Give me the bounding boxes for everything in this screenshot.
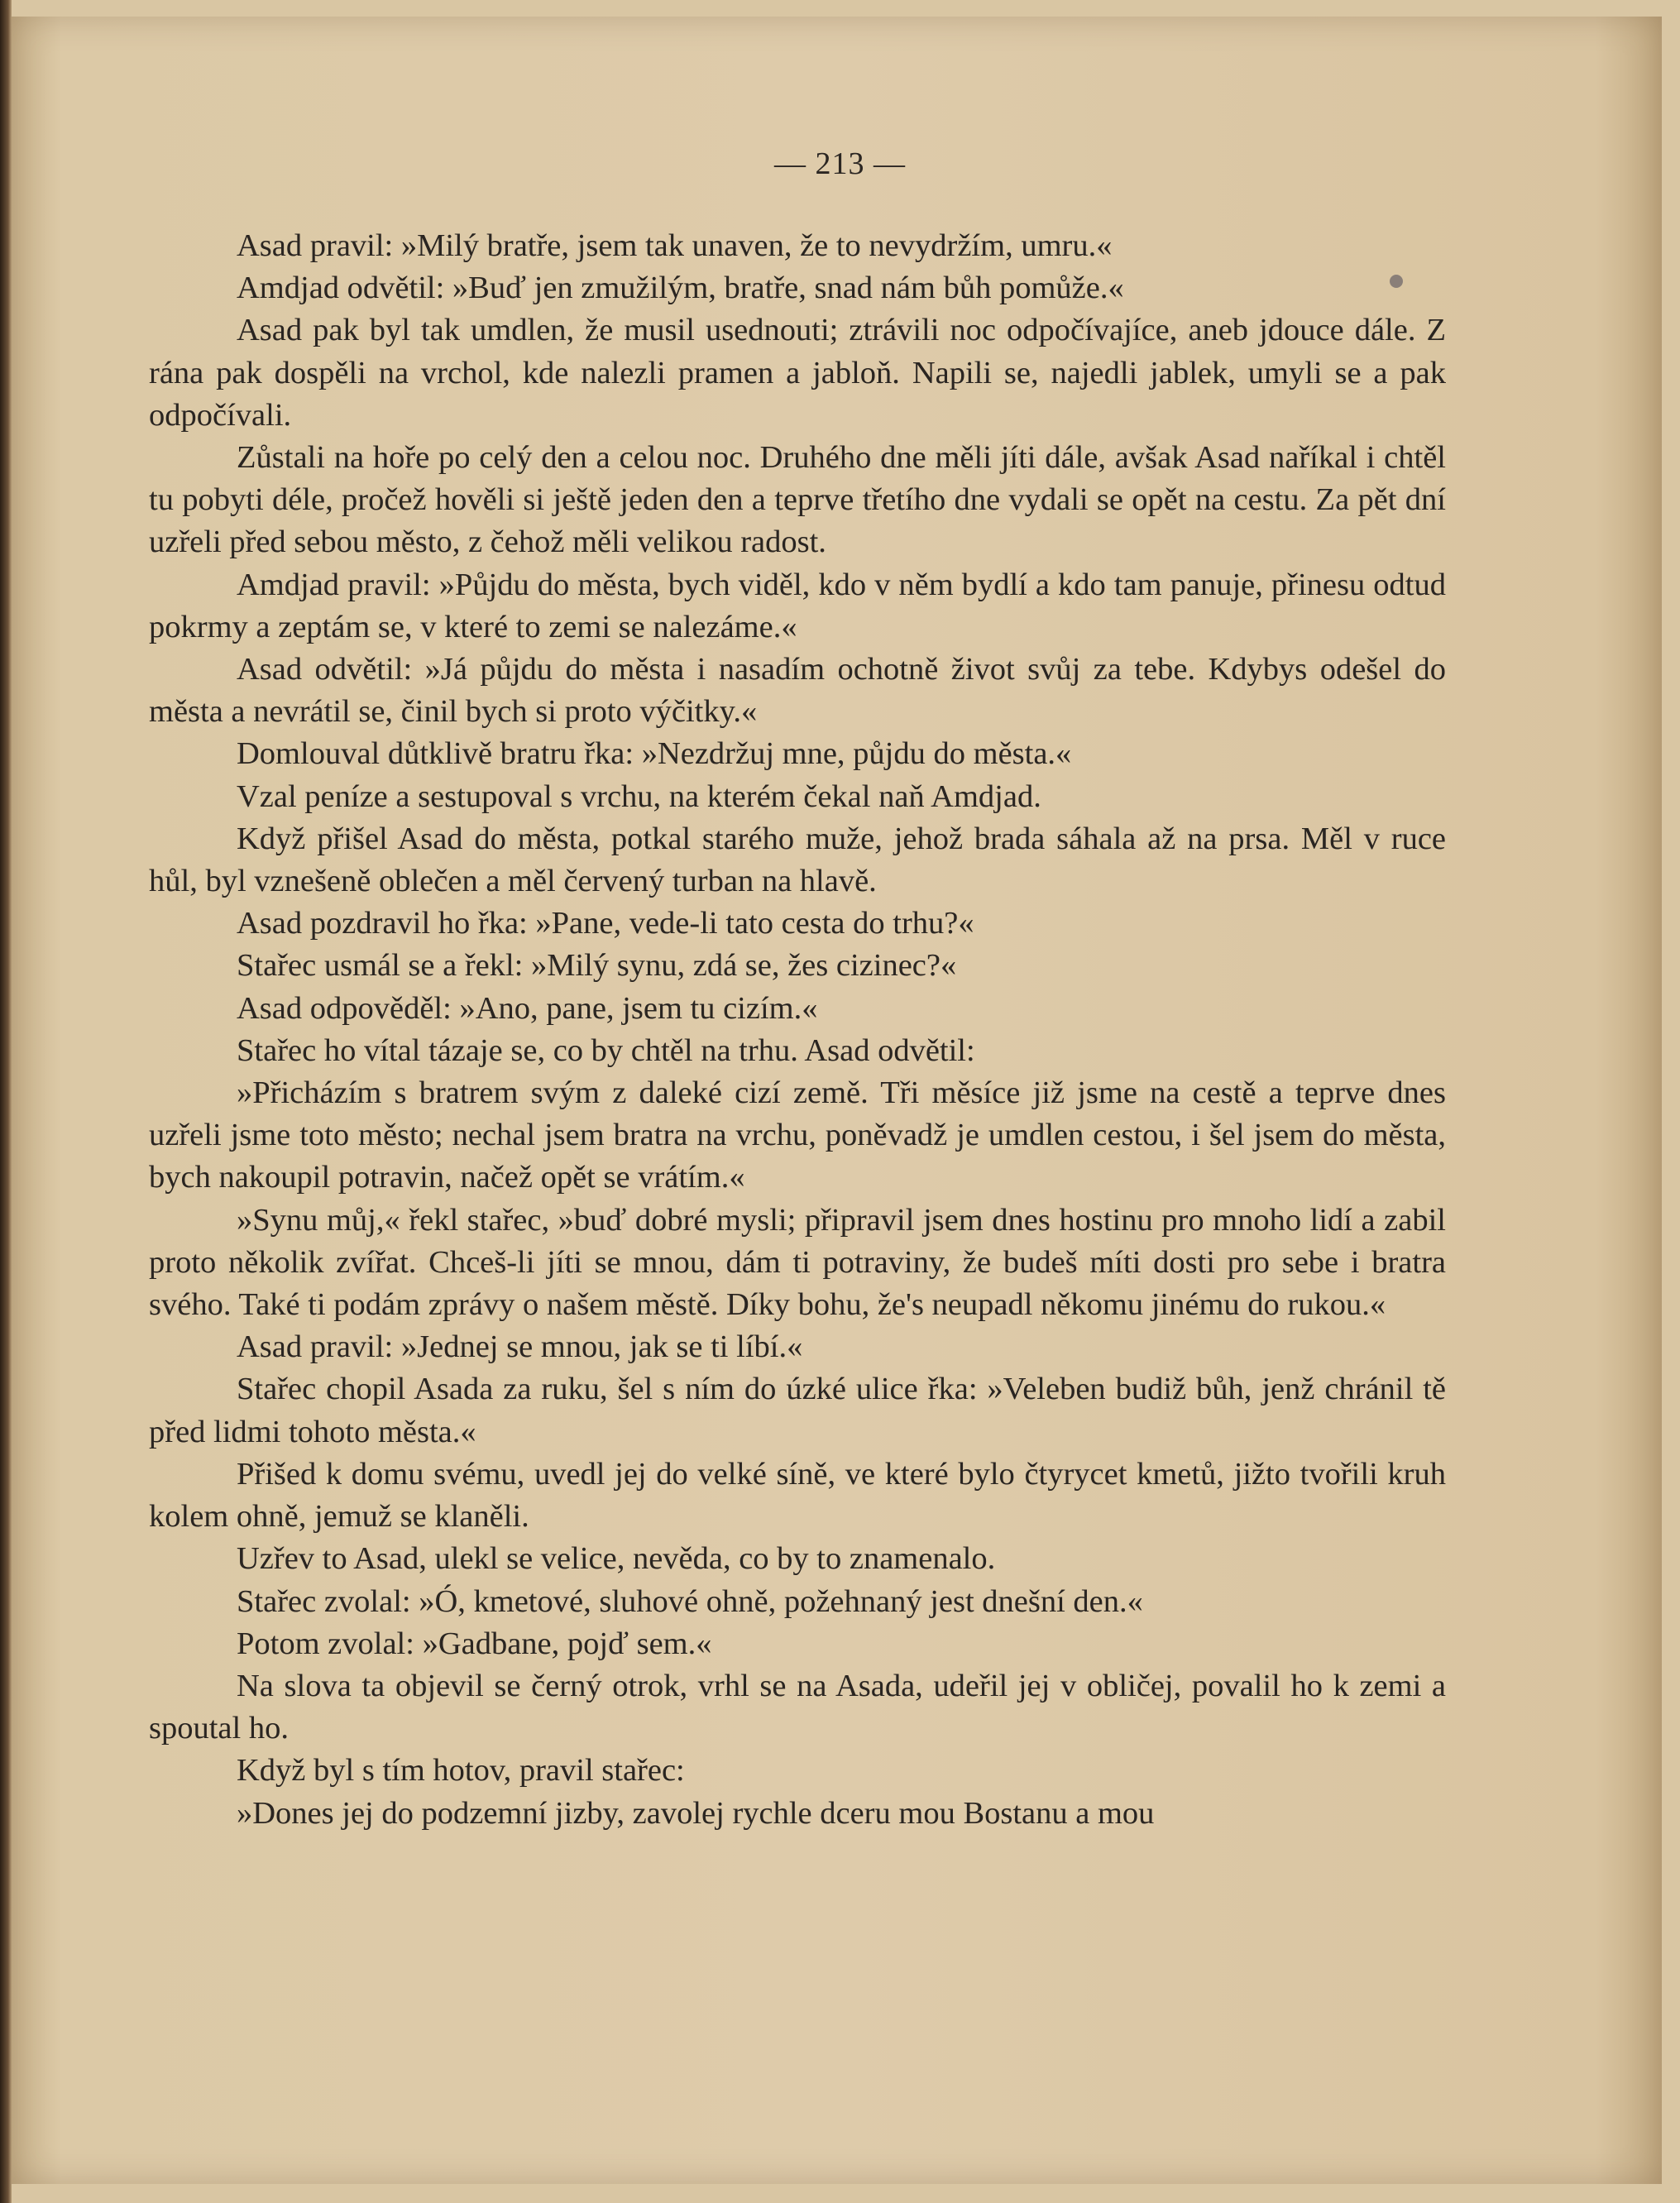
page-number: — 213 — xyxy=(774,146,906,181)
paragraph: »Synu můj,« řekl stařec, »buď dobré mysli; připravil jsem dnes hostinu pro mnoho lidí a zabil proto několik zvířat. Chceš-li jíti se mnou, dám ti potraviny, že budeš míti dosti pro sebe i bratra svého. Také ti podám zprávy o našem městě. Díky bohu, že's neupadl někomu jinému do rukou.« xyxy=(149,1202,1446,1323)
paragraph: Amdjad odvětil: »Buď jen zmužilým, bratře, snad nám bůh pomůže.« xyxy=(237,271,1124,306)
paragraph: Asad pak byl tak umdlen, že musil usednouti; ztrávili noc odpočívajíce, aneb jdouce dále. Z rána pak dospěli na vrchol, kde nalezli pramen a jabloň. Napili se, najedli jablek, umyli se a pak odpočívali. xyxy=(149,313,1446,433)
paragraph: Na slova ta objevil se černý otrok, vrhl se na Asada, udeřil jej v obličej, povalil ho k zemi a spoutal ho. xyxy=(149,1668,1446,1746)
paragraph: Asad odpověděl: »Ano, pane, jsem tu cizím.« xyxy=(237,990,818,1026)
body-text xyxy=(149,225,1446,1835)
paragraph: Uzřev to Asad, ulekl se velice, nevěda, co by to znamenalo. xyxy=(237,1541,996,1577)
paragraph: Asad pravil: »Jednej se mnou, jak se ti líbí.« xyxy=(237,1329,803,1365)
paragraph: »Dones jej do podzemní jizby, zavolej rychle dceru mou Bostanu a mou xyxy=(237,1795,1155,1831)
paragraph: Potom zvolal: »Gadbane, pojď sem.« xyxy=(237,1626,712,1661)
paragraph: Domlouval důtklivě bratru řka: »Nezdržuj mne, půjdu do města.« xyxy=(237,736,1072,772)
paragraph: Stařec ho vítal tázaje se, co by chtěl na trhu. Asad odvětil: xyxy=(237,1032,975,1068)
paragraph: Vzal peníze a sestupoval s vrchu, na kterém čekal naň Amdjad. xyxy=(237,778,1041,814)
book-spine-edge xyxy=(0,0,12,2203)
paragraph: Amdjad pravil: »Půjdu do města, bych viděl, kdo v něm bydlí a kdo tam panuje, přinesu odtud pokrmy a zeptám se, v které to zemi se nalezáme.« xyxy=(149,567,1446,644)
paragraph: Stařec zvolal: »Ó, kmetové, sluhové ohně, požehnaný jest dnešní den.« xyxy=(237,1583,1143,1619)
paragraph: Stařec usmál se a řekl: »Milý synu, zdá se, žes cizinec?« xyxy=(237,948,957,984)
paragraph: Asad odvětil: »Já půjdu do města i nasadím ochotně život svůj za tebe. Kdybys odešel do města a nevrátil se, činil bych si proto výčitky.« xyxy=(149,652,1446,730)
paragraph: Když byl s tím hotov, pravil stařec: xyxy=(237,1753,685,1789)
paragraph: Asad pozdravil ho řka: »Pane, vede-li tato cesta do trhu?« xyxy=(237,906,974,941)
paragraph: Přišed k domu svému, uvedl jej do velké síně, ve které bylo čtyrycet kmetů, jižto tvořili kruh kolem ohně, jemuž se klaněli. xyxy=(149,1456,1446,1535)
paragraph: Stařec chopil Asada za ruku, šel s ním do úzké ulice řka: »Veleben budiž bůh, jenž chránil tě před lidmi tohoto města.« xyxy=(149,1372,1446,1449)
paragraph: Když přišel Asad do města, potkal starého muže, jehož brada sáhala až na prsa. Měl v ruce hůl, byl vznešeně oblečen a měl červený turban na hlavě. xyxy=(149,821,1446,899)
paragraph: Zůstali na hoře po celý den a celou noc. Druhého dne měli jíti dále, avšak Asad naříkal i chtěl tu pobyti déle, pročež hověli si ještě jeden den a teprve třetího dne vydali se opět na cestu. Za pět dní uzřeli před sebou město, z čehož měli velikou radost. xyxy=(149,440,1446,560)
paragraph: Asad pravil: »Milý bratře, jsem tak unaven, že to nevydržím, umru.« xyxy=(237,228,1113,263)
paragraph: »Přicházím s bratrem svým z daleké cizí země. Tři měsíce již jsme na cestě a teprve dnes uzřeli jsme toto město; nechal jsem bratra na vrchu, poněvadž je umdlen cestou, i šel jsem do města, bych nakoupil potravin, načež opět se vrátím.« xyxy=(149,1075,1446,1195)
